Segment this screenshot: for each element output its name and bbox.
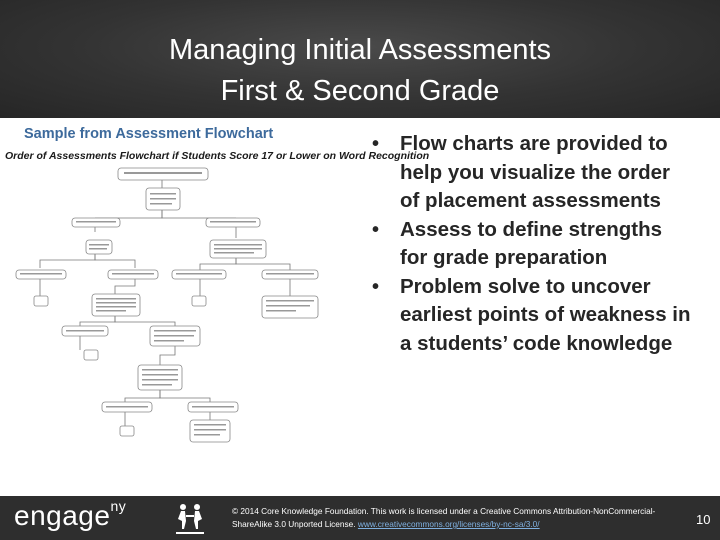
core-knowledge-logo-icon [170,501,210,537]
header-banner [0,0,720,118]
title-line-1: Managing Initial Assessments [168,34,552,66]
flowchart-title: Order of Assessments Flowchart if Students Score 17 or Lower on Word Recognition [5,150,430,162]
bullet-dot-icon: • [372,275,380,298]
title-line-2: First & Second Grade [220,75,500,107]
flowchart-image [0,160,345,450]
bullet-text: Flow charts are provided to help you visualize the order of placement assessments [400,132,670,212]
bullet-list [364,130,694,358]
logo-superscript: ny [110,497,127,514]
engageny-logo [14,497,127,532]
bullet-item [364,130,694,216]
bullet-item [364,273,694,359]
bullet-text: Assess to define strengths for grade preparation [400,217,663,269]
page-number: 10 [696,512,711,527]
license-link[interactable]: www.creativecommons.org/licenses/by-nc-sa/3.0/ [357,519,540,529]
bullet-dot-icon: • [372,133,380,155]
license-body: © 2014 Core Knowledge Foundation. This work is licensed under a Creative Commons Attribution-NonCommercial-ShareAlike 3.0 Unported License. [232,506,656,529]
sample-label: Sample from Assessment Flowchart [24,126,274,142]
page-title [0,30,720,112]
logo-text: engage [14,500,111,531]
license-text [232,505,672,531]
bullet-item [364,216,694,273]
bullet-text: Problem solve to uncover earliest points of weakness in a students’ code knowledge [400,274,691,355]
bullet-dot-icon: • [372,218,380,241]
